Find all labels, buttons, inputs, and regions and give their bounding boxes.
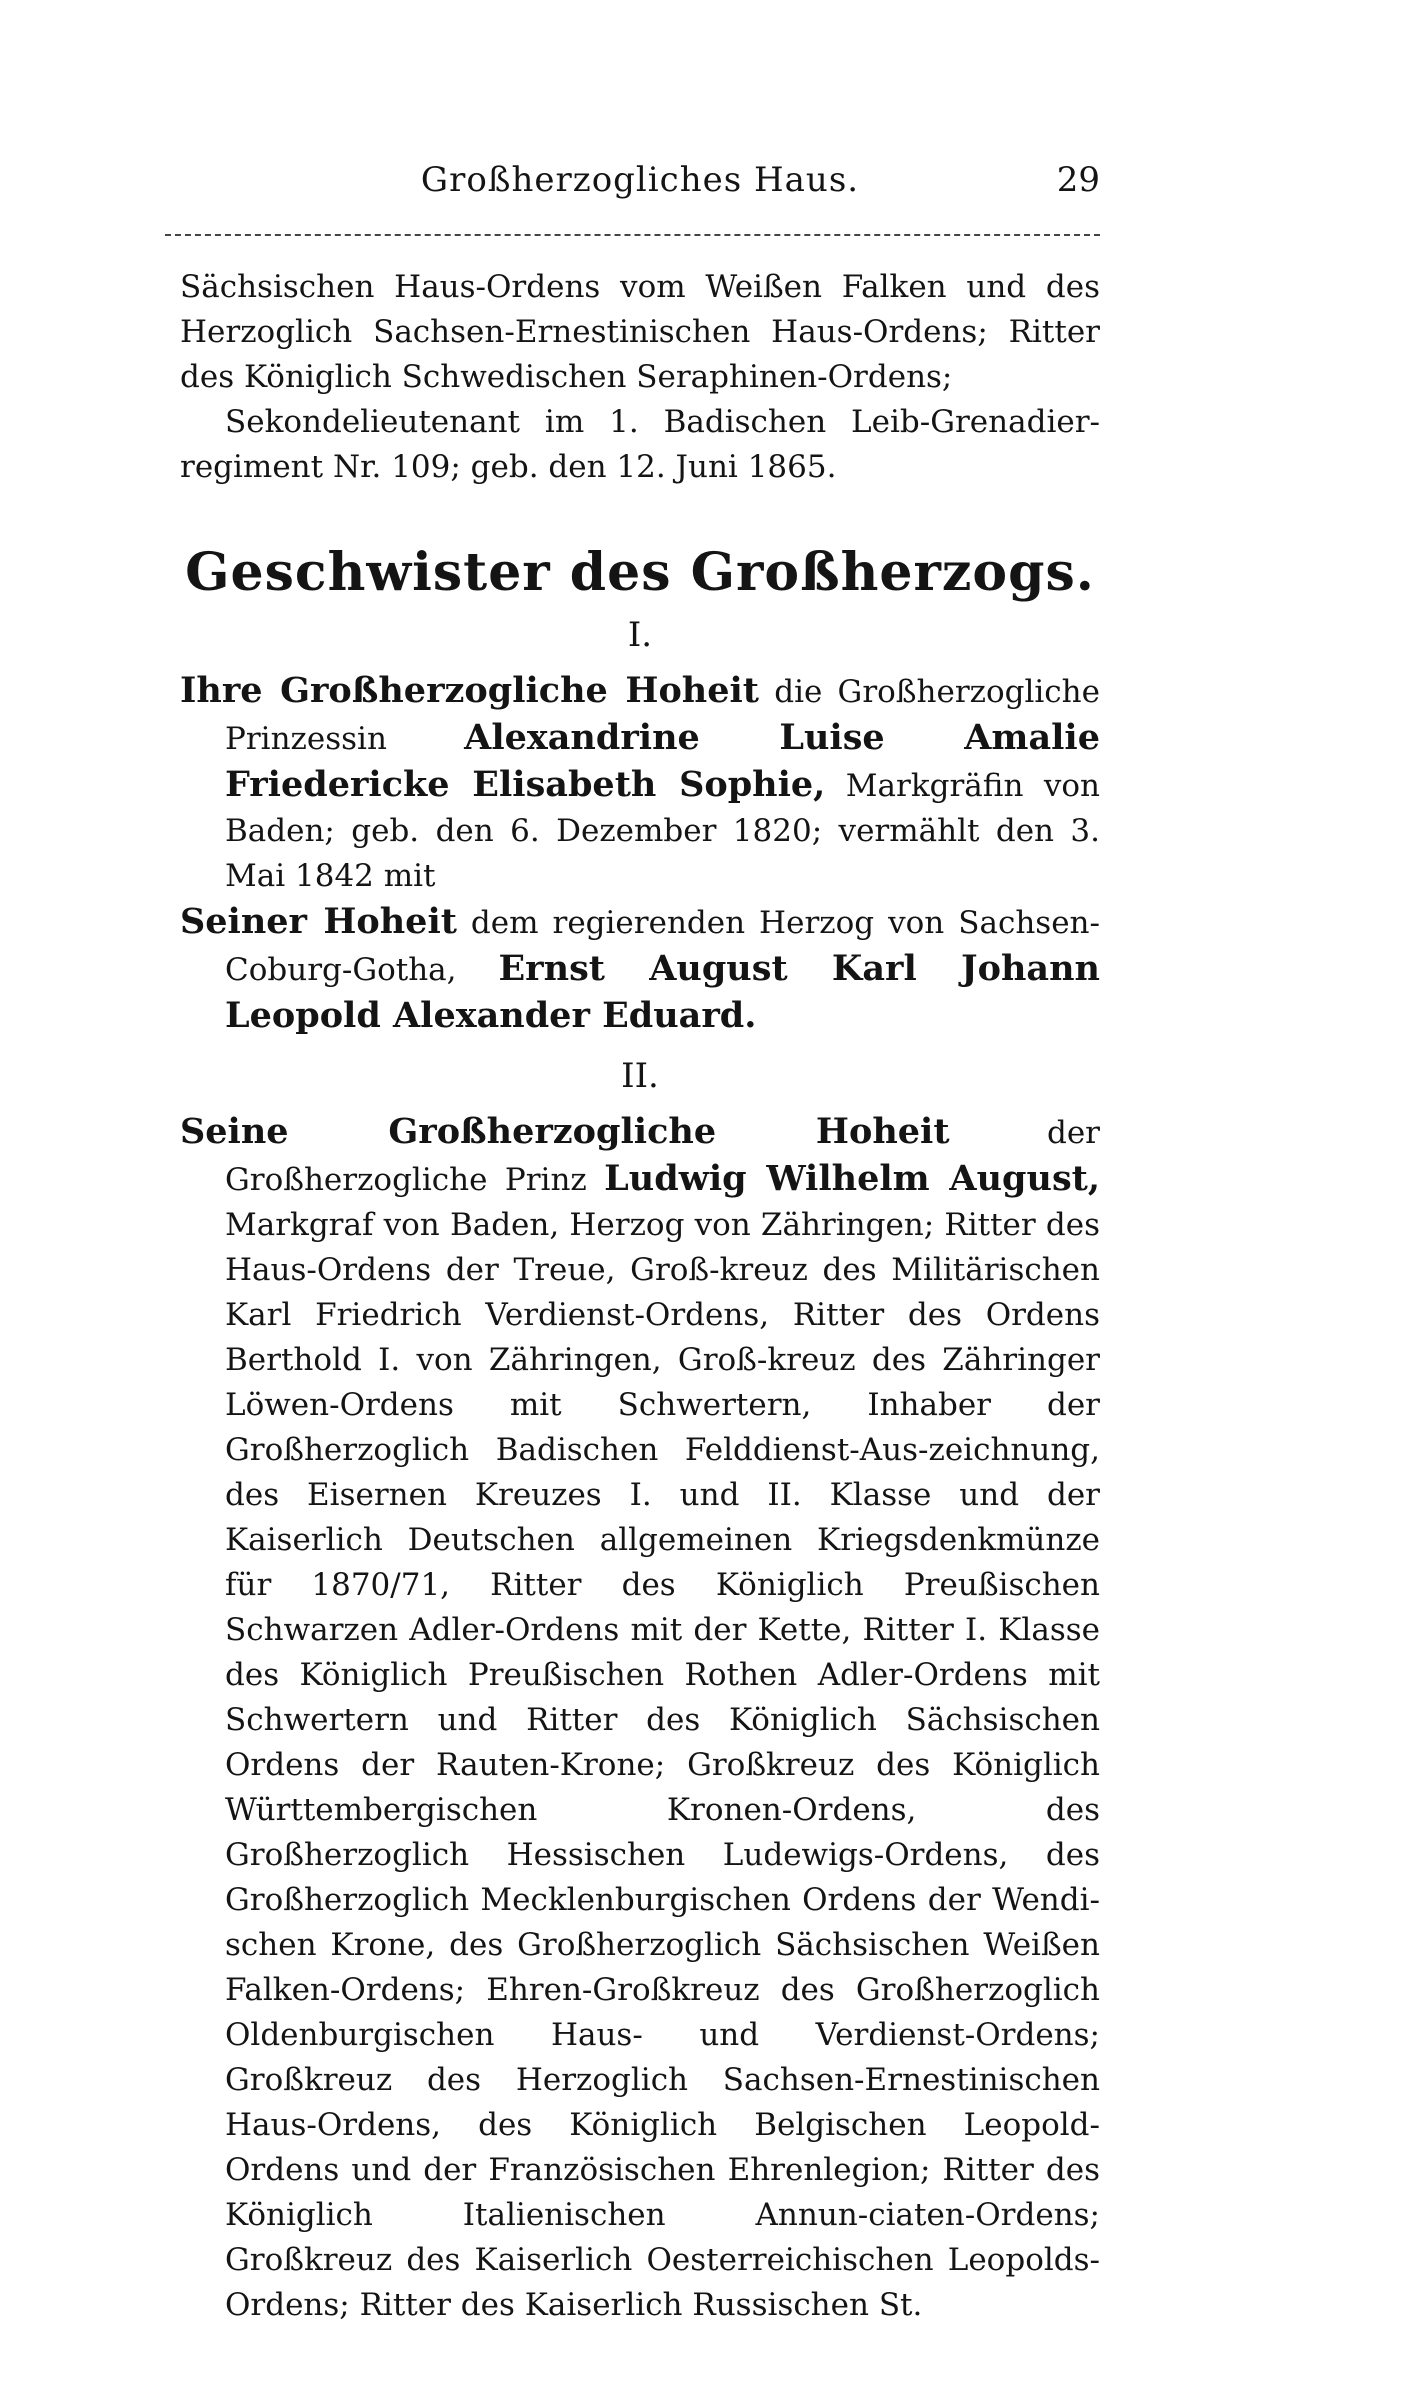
entry-1-numeral: I. bbox=[627, 615, 653, 655]
entry-1-name: Alexandrine Luise Amalie Friedericke Elisabeth Sophie, bbox=[225, 717, 1100, 805]
entry-1-spouse-honorific: Seiner Hoheit bbox=[180, 901, 457, 942]
entry-2-details: Markgraf von Baden, Herzog von Zähringen; Ritter des Haus-Ordens der Treue, Groß-kreuz des Militärischen Karl Friedrich Verdienst-Ordens, Ritter des Ordens Berthold I. von Zähringen, Groß-kreuz des Zähringer Löwen-Ordens mit Schwertern, Inhaber der Großherzoglich Badischen Felddienst-Aus-zeichnung, des Eisernen Kreuzes I. und II. Klasse und der Kaiserlich Deutschen allgemeinen Kriegsdenkmünze für 1870/71, Ritter des Königlich Preußischen Schwarzen Adler-Ordens mit der Kette, Ritter I. Klasse des Königlich Preußischen Rothen Adler-Ordens mit Schwertern und Ritter des Königlich Sächsischen Ordens der Rauten-Krone; Großkreuz des Königlich Württembergischen Kronen-Ordens, des Großherzoglich Hessischen Ludewigs-Ordens, des Großherzoglich Mecklenburgischen Ordens der Wendi-schen Krone, des Großherzoglich Sächsischen Weißen Falken-Ordens; Ehren-Großkreuz des Großherzoglich Oldenburgischen Haus- und Verdienst-Ordens; Großkreuz des Herzoglich Sachsen-Ernestinischen Haus-Ordens, des Königlich Belgischen Leopold-Ordens und der Französischen Ehrenlegion; Ritter des Königlich Italienischen Annun-ciaten-Ordens; Großkreuz des Kaiserlich Oesterreichischen Leopolds-Ordens; Ritter des Kaiserlich Russischen St. bbox=[225, 1207, 1100, 2323]
entry-1-intro: die Großherzogliche Prinzessin bbox=[225, 674, 1100, 757]
section-title: Geschwister des Großherzogs. bbox=[185, 542, 1095, 603]
entry-1-honorific: Ihre Großherzogliche Hoheit bbox=[180, 670, 759, 711]
entry-1-spouse-intro: dem regierenden Herzog von Sachsen-Coburg-Gotha, bbox=[225, 905, 1100, 988]
entry-1-spouse-name: Ernst August Karl Johann Leopold Alexander Eduard. bbox=[225, 948, 1100, 1036]
entry-2-name: Ludwig Wilhelm August, bbox=[604, 1158, 1101, 1199]
body-text bbox=[180, 265, 1100, 2328]
entry-1-paragraph bbox=[180, 668, 1100, 899]
page-header bbox=[180, 160, 1100, 210]
entry-1-spouse-paragraph bbox=[180, 899, 1100, 1040]
entry-2-honorific: Seine Großherzogliche Hoheit bbox=[180, 1111, 950, 1152]
page-number: 29 bbox=[1056, 160, 1100, 200]
entry-1-details: Markgräfin von Baden; geb. den 6. Dezember 1820; vermählt den 3. Mai 1842 mit bbox=[225, 768, 1100, 894]
entry-2-paragraph bbox=[180, 1109, 1100, 2328]
continuation-paragraph: Sächsischen Haus-Ordens vom Weißen Falken und des Herzoglich Sachsen-Ernestinischen Haus-Ordens; Ritter des Königlich Schwedischen Seraphinen-Ordens; bbox=[180, 269, 1100, 395]
continuation-paragraph-2: Sekondelieutenant im 1. Badischen Leib-Grenadier-regiment Nr. 109; geb. den 12. Juni 1865. bbox=[180, 404, 1100, 485]
entry-2-numeral: II. bbox=[621, 1056, 659, 1096]
header-rule bbox=[165, 234, 1100, 236]
running-title: Großherzogliches Haus. bbox=[420, 160, 860, 200]
entry-2-intro: der Großherzogliche Prinz bbox=[225, 1115, 1100, 1198]
